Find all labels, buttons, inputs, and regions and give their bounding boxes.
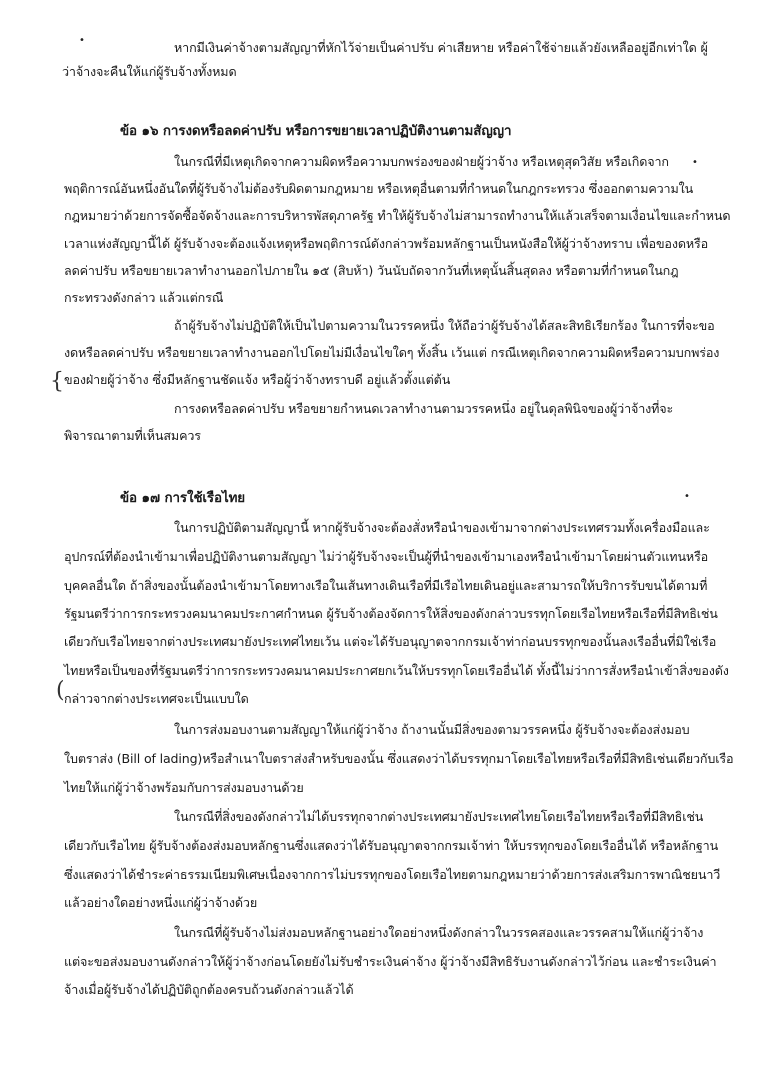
clause-17-para4-line-2: แต่จะขอส่งมอบงานดังกล่าวให้ผู้ว่าจ้างก่อนโดยยังไม่รับชำระเงินค่าจ้าง ผู้ว่าจ้างมีสิทธิรับงานดังกล่าวไว้ก่อน และชำระเงินค่า (64, 954, 717, 969)
clause-16-para2-line-2: งดหรือลดค่าปรับ หรือขยายเวลาทำงานออกไปโดยไม่มีเงื่อนไขใดๆ ทั้งสิ้น เว้นแต่ กรณีเหตุเกิดจากความผิดหรือความบกพร่อง (64, 345, 720, 360)
clause-17-para2-line-1: ในการส่งมอบงานตามสัญญาให้แก่ผู้ว่าจ้าง ถ้างานนั้นมีสิ่งของตามวรรคหนึ่ง ผู้รับจ้างจะต้องส่งมอบ (174, 722, 690, 737)
scan-speck: • (79, 35, 85, 46)
scan-speck: • (692, 157, 698, 168)
clause-17-heading: ข้อ ๑๗ การใช้เรือไทย (120, 491, 246, 506)
clause-17-para2-line-3: ไทยให้แก่ผู้ว่าจ้างพร้อมกับการส่งมอบงานด้วย (64, 780, 304, 795)
clause-17-para3-line-3: ซึ่งแสดงว่าได้ชำระค่าธรรมเนียมพิเศษเนื่องจากการไม่บรรทุกของโดยเรือไทยตามกฎหมายว่าด้วยการส่งเสริมการพาณิชยนาวี (64, 867, 721, 882)
clause-16-para1-line-2: พฤติการณ์อันหนึ่งอันใดที่ผู้รับจ้างไม่ต้องรับผิดตามกฎหมาย หรือเหตุอื่นตามที่กำหนดในกฎกระทรวง ซึ่งออกตามความใน (64, 181, 694, 196)
clause-17-para1-line-1: ในการปฏิบัติตามสัญญานี้ หากผู้รับจ้างจะต้องสั่งหรือนำของเข้ามาจากต่างประเทศรวมทั้งเครื่องมือและ (174, 520, 710, 535)
clause-17-para1-line-4: รัฐมนตรีว่าการกระทรวงคมนาคมประกาศกำหนด ผู้รับจ้างต้องจัดการให้สิ่งของดังกล่าวบรรทุกโดยเรือไทยหรือเรือที่มีสิทธิเช่น (64, 606, 718, 621)
intro-line-2: ว่าจ้างจะคืนให้แก่ผู้รับจ้างทั้งหมด (62, 64, 237, 79)
clause-16-heading: ข้อ ๑๖ การงดหรือลดค่าปรับ หรือการขยายเวลาปฏิบัติงานตามสัญญา (120, 124, 512, 139)
clause-17-para1-line-3: บุคคลอื่นใด ถ้าสิ่งของนั้นต้องนำเข้ามาโดยทางเรือในเส้นทางเดินเรือที่มีเรือไทยเดินอยู่และสามารถให้บริการรับขนได้ตามที่ (64, 578, 708, 593)
clause-17-para3-line-1: ในกรณีที่สิ่งของดังกล่าวไม่ได้บรรทุกจากต่างประเทศมายังประเทศไทยโดยเรือไทยหรือเรือที่มีสิทธิเช่น (174, 809, 704, 824)
clause-16-para2-line-1: ถ้าผู้รับจ้างไม่ปฏิบัติให้เป็นไปตามความในวรรคหนึ่ง ให้ถือว่าผู้รับจ้างได้สละสิทธิเรียกร้อง ในการที่จะขอ (174, 318, 715, 333)
clause-17-para2-line-2: ใบตราส่ง (Bill of lading)หรือสำเนาใบตราส่งสำหรับของนั้น ซึ่งแสดงว่าได้บรรทุกมาโดยเรือไทยหรือเรือที่มีสิทธิเช่นเดียวกับเรือ (64, 751, 734, 766)
clause-17-para4-line-3: จ้างเมื่อผู้รับจ้างได้ปฏิบัติถูกต้องครบถ้วนดังกล่าวแล้วได้ (64, 982, 354, 997)
clause-16-para1-line-5: ลดค่าปรับ หรือขยายเวลาทำงานออกไปภายใน ๑๕ (สิบห้า) วันนับถัดจากวันที่เหตุนั้นสิ้นสุดลง หรือตามที่กำหนดในกฎ (64, 263, 679, 278)
clause-16-para1-line-6: กระทรวงดังกล่าว แล้วแต่กรณี (64, 290, 224, 305)
intro-line-1: หากมีเงินค่าจ้างตามสัญญาที่หักไว้จ่ายเป็นค่าปรับ ค่าเสียหาย หรือค่าใช้จ่ายแล้วยังเหลืออยู่อีกเท่าใด ผู้ (174, 40, 708, 55)
scan-bracket-mark: ( (56, 678, 65, 703)
clause-17-para1-line-6: ไทยหรือเป็นของที่รัฐมนตรีว่าการกระทรวงคมนาคมประกาศยกเว้นให้บรรทุกโดยเรืออื่นได้ ทั้งนี้ไม่ว่าการสั่งหรือนำเข้าสิ่งของดัง (64, 663, 729, 678)
clause-16-para1-line-3: กฎหมายว่าด้วยการจัดซื้อจัดจ้างและการบริหารพัสดุภาครัฐ ทำให้ผู้รับจ้างไม่สามารถทำงานให้แล้วเสร็จตามเงื่อนไขและกำหนด (64, 208, 731, 223)
clause-17-para3-line-2: เดียวกับเรือไทย ผู้รับจ้างต้องส่งมอบหลักฐานซึ่งแสดงว่าได้รับอนุญาตจากกรมเจ้าท่า ให้บรรทุกของโดยเรืออื่นได้ หรือหลักฐาน (64, 838, 719, 853)
clause-17-para1-line-7: กล่าวจากต่างประเทศจะเป็นแบบใด (64, 691, 249, 706)
clause-16-para2-line-3: ของฝ่ายผู้ว่าจ้าง ซึ่งมีหลักฐานชัดแจ้ง หรือผู้ว่าจ้างทราบดี อยู่แล้วตั้งแต่ต้น (64, 372, 451, 387)
clause-17-para4-line-1: ในกรณีที่ผู้รับจ้างไม่ส่งมอบหลักฐานอย่างใดอย่างหนึ่งดังกล่าวในวรรคสองและวรรคสามให้แก่ผู้ว่าจ้าง (174, 925, 704, 940)
clause-16-para3-line-2: พิจารณาตามที่เห็นสมควร (64, 428, 201, 443)
clause-16-para1-line-1: ในกรณีที่มีเหตุเกิดจากความผิดหรือความบกพร่องของฝ่ายผู้ว่าจ้าง หรือเหตุสุดวิสัย หรือเกิดจาก (174, 154, 669, 169)
clause-16-para3-line-1: การงดหรือลดค่าปรับ หรือขยายกำหนดเวลาทำงานตามวรรคหนึ่ง อยู่ในดุลพินิจของผู้ว่าจ้างที่จะ (174, 401, 674, 416)
scan-bracket-mark: { (50, 369, 64, 394)
clause-17-para1-line-2: อุปกรณ์ที่ต้องนำเข้ามาเพื่อปฏิบัติงานตามสัญญา ไม่ว่าผู้รับจ้างจะเป็นผู้ที่นำของเข้ามาเองหรือนำเข้ามาโดยผ่านตัวแทนหรือ (64, 549, 709, 564)
clause-17-para3-line-4: แล้วอย่างใดอย่างหนึ่งแก่ผู้ว่าจ้างด้วย (64, 895, 258, 910)
scan-speck: • (684, 491, 690, 502)
clause-17-para1-line-5: เดียวกับเรือไทยจากต่างประเทศมายังประเทศไทยเว้น แต่จะได้รับอนุญาตจากกรมเจ้าท่าก่อนบรรทุกของนั้นลงเรืออื่นที่มิใช่เรือ (64, 634, 717, 649)
clause-16-para1-line-4: เวลาแห่งสัญญานี้ได้ ผู้รับจ้างจะต้องแจ้งเหตุหรือพฤติการณ์ดังกล่าวพร้อมหลักฐานเป็นหนังสือให้ผู้ว่าจ้างทราบ เพื่อของดหรือ (64, 236, 709, 251)
